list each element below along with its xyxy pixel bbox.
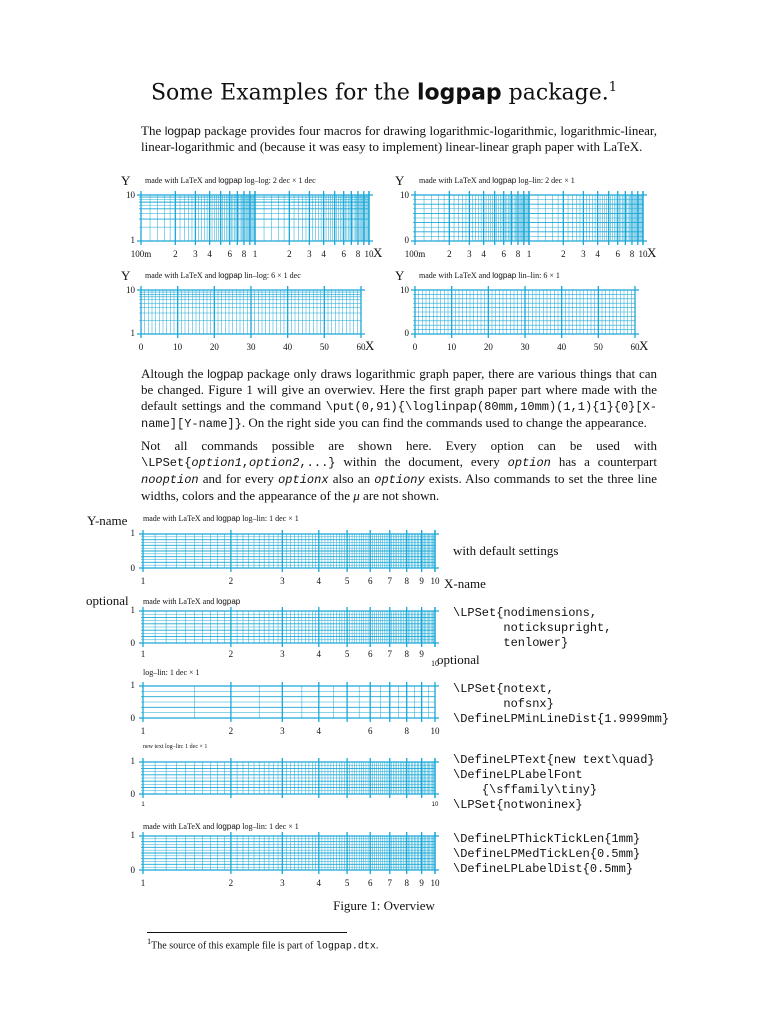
x-tick-label: 10 <box>431 659 439 668</box>
x-tick-label: 0 <box>412 342 418 352</box>
x-tick-label: 6 <box>367 878 373 888</box>
x-tick-label: 10 <box>430 726 440 736</box>
x-tick-label: 5 <box>344 878 350 888</box>
x-tick-label: 6 <box>367 649 373 659</box>
x-tick-label: 4 <box>481 249 486 259</box>
x-tick-label: 8 <box>241 249 247 259</box>
x-tick-label: 1 <box>140 726 146 736</box>
y-axis-name: Y <box>121 173 131 188</box>
x-tick-label: 3 <box>193 249 198 259</box>
x-tick-label: 4 <box>316 576 322 586</box>
x-tick-label: 60 <box>356 342 366 352</box>
x-tick-label: 3 <box>581 249 586 259</box>
x-tick-label: 6 <box>501 249 506 259</box>
x-tick-label: 4 <box>321 249 326 259</box>
y-axis-name: Y <box>121 268 131 283</box>
y-tick-label: 0 <box>130 865 135 875</box>
default-settings-note: with default settings <box>453 543 559 558</box>
y-tick-label: 10 <box>400 285 409 295</box>
x-tick-label: 30 <box>520 342 530 352</box>
y-tick-label: 1 <box>130 830 135 840</box>
page-title: Some Examples for the logpap package.$^1$ <box>150 80 618 106</box>
x-axis-name: X <box>373 245 383 260</box>
made-with-caption: made with LaTeX and logpap log–log: 2 dec × 1 dec <box>145 176 316 185</box>
x-tick-label: 2 <box>228 878 234 888</box>
x-tick-label: 30 <box>246 342 256 352</box>
x-tick-label: 20 <box>209 342 219 352</box>
x-tick-label: 3 <box>467 249 472 259</box>
x-tick-label: 2 <box>228 649 234 659</box>
x-tick-label: 6 <box>227 249 232 259</box>
x-tick-label: 7 <box>387 878 393 888</box>
x-tick-label: 50 <box>319 342 329 352</box>
x-tick-label: 40 <box>557 342 567 352</box>
y-tick-label: 0 <box>404 235 409 245</box>
made-with-caption: made with LaTeX and logpap lin–lin: 6 × 1 <box>419 271 560 280</box>
x-tick-label: 100m <box>404 249 426 259</box>
x-tick-label: 8 <box>404 878 409 888</box>
x-tick-label: 2 <box>561 249 566 259</box>
x-tick-label: 4 <box>207 249 212 259</box>
x-tick-label: 9 <box>419 649 424 659</box>
x-tick-label: 8 <box>404 576 409 586</box>
x-tick-label: 10 <box>638 249 648 259</box>
y-axis-name: Y <box>395 268 405 283</box>
graph-info-label: log–lin: 1 dec × 1 <box>143 668 200 677</box>
code-lpset-nodimensions: \LPSet{nodimensions, noticksupright, tenlower} <box>453 606 612 650</box>
y-tick-label: 0 <box>130 638 135 648</box>
x-tick-label: 8 <box>404 649 409 659</box>
x-tick-label: 10 <box>430 878 440 888</box>
x-tick-label: 7 <box>387 576 393 586</box>
x-tick-label: 10 <box>447 342 457 352</box>
made-with-caption: made with LaTeX and logpap lin–log: 6 × 1 dec <box>145 271 301 280</box>
footnote-mark: 1 <box>608 80 618 95</box>
x-tick-label: 2 <box>447 249 452 259</box>
x-tick-label: 2 <box>173 249 178 259</box>
x-tick-label: 60 <box>630 342 640 352</box>
x-tick-label: 2 <box>228 576 234 586</box>
code-define-lptext: \DefineLPText{new text\quad} \DefineLPLabelFont {\sffamily\tiny} \LPSet{notwoninex} <box>453 753 655 812</box>
made-with-caption: made with LaTeX and logpap log–lin: 1 dec × 1 <box>143 514 299 523</box>
x-tick-label: 50 <box>593 342 603 352</box>
x-tick-label: 5 <box>344 649 350 659</box>
x-tick-label: 3 <box>280 878 285 888</box>
x-tick-label: 3 <box>307 249 312 259</box>
made-with-caption: made with LaTeX and logpap log–lin: 1 dec × 1 <box>143 822 299 831</box>
x-tick-label: 5 <box>344 576 350 586</box>
x-tick-label: 1 <box>140 576 146 586</box>
code-lpset-notext: \LPSet{notext, nofsnx} \DefineLPMinLineDist{1.9999mm} <box>453 682 670 726</box>
x-tick-label: 8 <box>404 726 409 736</box>
x-tick-label: 10 <box>430 576 440 586</box>
y-tick-label: 0 <box>130 789 135 799</box>
x-tick-label: 4 <box>316 878 322 888</box>
x-name-label: X-name <box>444 576 486 591</box>
intro-paragraph: The logpap package provides four macros for drawing logarithmic-logarithmic, logarithmic-linear, linear-logarithmic and (because it was easy to implement) linear-linear graph paper with LaTeX. <box>141 123 657 154</box>
x-tick-label: 6 <box>341 249 346 259</box>
x-tick-label: 1 <box>252 249 258 259</box>
x-tick-label: 1 <box>141 802 145 808</box>
x-tick-label: 0 <box>138 342 144 352</box>
x-tick-label: 9 <box>419 878 424 888</box>
x-tick-label: 3 <box>280 576 285 586</box>
x-tick-label: 10 <box>364 249 374 259</box>
x-tick-label: 9 <box>419 576 424 586</box>
x-tick-label: 20 <box>483 342 493 352</box>
x-axis-name: X <box>639 338 649 353</box>
new-text-info: new text log–lin: 1 dec × 1 <box>143 744 208 750</box>
y-tick-label: 10 <box>126 190 135 200</box>
code-define-ticklen: \DefineLPThickTickLen{1mm} \DefineLPMedTickLen{0.5mm} \DefineLPLabelDist{0.5mm} <box>453 832 641 876</box>
x-axis-name: X <box>365 338 375 353</box>
x-tick-label: 4 <box>316 649 322 659</box>
y-tick-label: 10 <box>400 190 409 200</box>
x-tick-label: 10 <box>173 342 183 352</box>
x-tick-label: 6 <box>615 249 620 259</box>
optional-x-label: optional <box>437 652 480 667</box>
x-tick-label: 8 <box>355 249 361 259</box>
y-tick-label: 1 <box>130 680 135 690</box>
x-tick-label: 2 <box>228 726 234 736</box>
optional-y-label: optional <box>86 593 129 608</box>
x-tick-label: 100m <box>130 249 152 259</box>
description-paragraph: Altough the logpap package only draws logarithmic graph paper, there are various things that can be changed. Figure 1 will give an overwiev. Here the first graph paper part where made with the default settings and the command \put(0,91){\loglinpap(80mm,10mm)(1,1){1}{0}[X-name][Y-name]}. On the right side you can find the commands used to change the appearance. Not all commands possible are shown here. Every option can be used with \LPSet{option1,option2,...} within the document, every option has a counterpart nooption and for every optionx also an optiony exists. Also commands to set the three line widths, colors and the appearance of the μ are not shown. <box>141 366 657 503</box>
figure-caption: Figure 1: Overview <box>333 898 435 913</box>
y-tick-label: 0 <box>130 563 135 573</box>
x-tick-label: 2 <box>287 249 292 259</box>
x-tick-label: 3 <box>280 726 285 736</box>
x-tick-label: 10 <box>431 802 439 808</box>
x-tick-label: 7 <box>387 649 393 659</box>
x-tick-label: 40 <box>283 342 293 352</box>
x-tick-label: 3 <box>280 649 285 659</box>
x-tick-label: 1 <box>140 878 146 888</box>
x-tick-label: 6 <box>367 726 373 736</box>
y-tick-label: 0 <box>404 328 409 338</box>
y-tick-label: 1 <box>130 328 135 338</box>
x-tick-label: 4 <box>595 249 600 259</box>
footnote: $^1$The source of this example file is part of logpap.dtx. <box>147 937 379 953</box>
x-tick-label: 6 <box>367 576 373 586</box>
y-tick-label: 0 <box>130 713 135 723</box>
footnote-rule <box>147 932 347 933</box>
y-tick-label: 1 <box>130 605 135 615</box>
x-tick-label: 4 <box>316 726 322 736</box>
x-tick-label: 1 <box>140 649 146 659</box>
made-with-caption: made with LaTeX and logpap <box>143 597 241 606</box>
x-tick-label: 1 <box>526 249 532 259</box>
x-tick-label: 8 <box>515 249 521 259</box>
y-tick-label: 1 <box>130 235 135 245</box>
x-axis-name: X <box>647 245 657 260</box>
y-tick-label: 1 <box>130 756 135 766</box>
made-with-caption: made with LaTeX and logpap log–lin: 2 dec × 1 <box>419 176 575 185</box>
y-axis-name: Y <box>395 173 405 188</box>
y-tick-label: 1 <box>130 528 135 538</box>
x-tick-label: 8 <box>629 249 635 259</box>
y-tick-label: 10 <box>126 285 135 295</box>
y-name-label: Y-name <box>87 513 128 528</box>
